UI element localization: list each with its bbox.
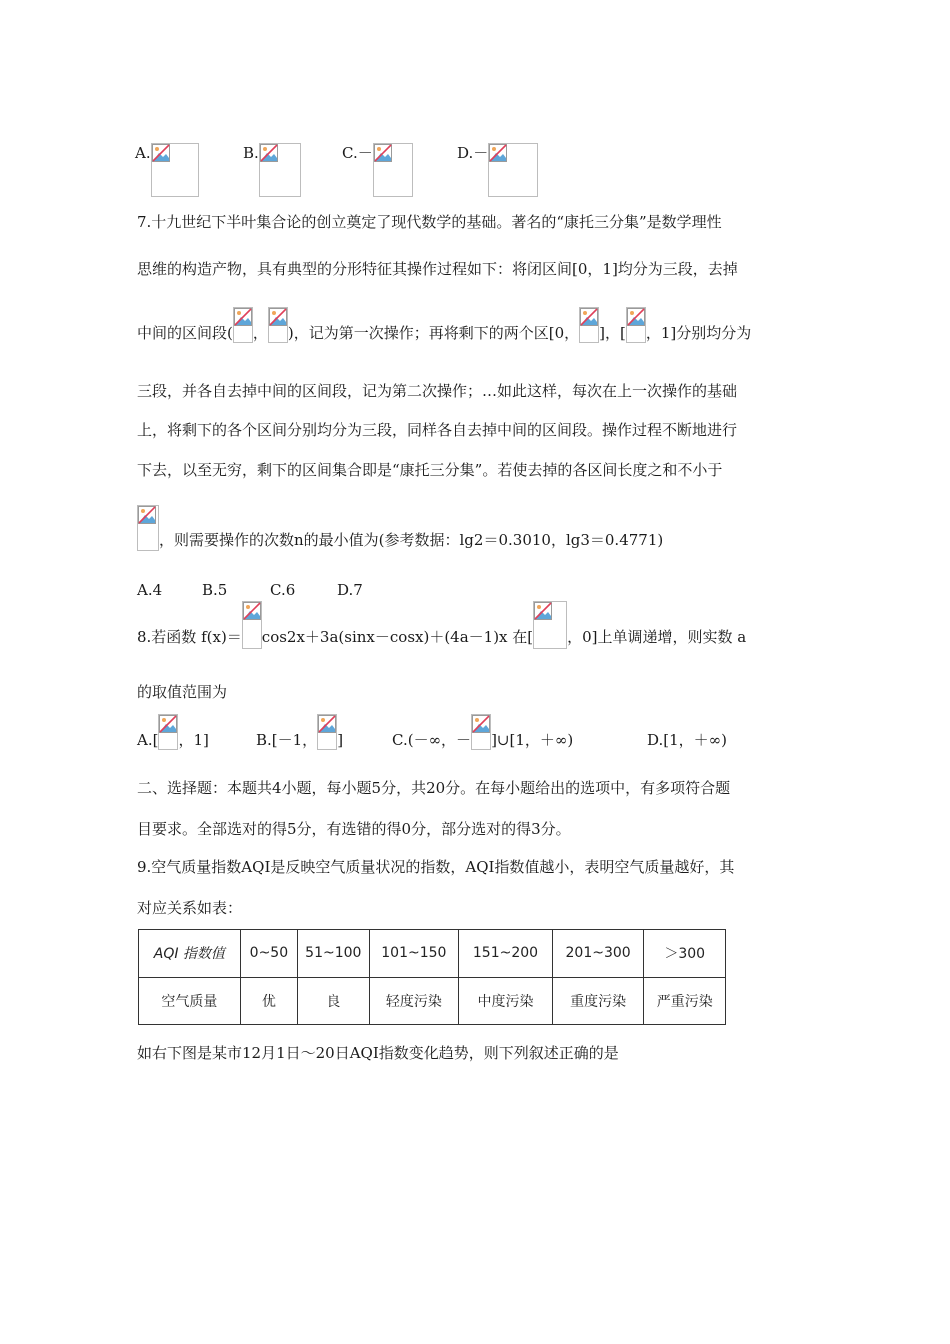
q7-option-b: B.5 bbox=[202, 581, 228, 599]
q7-line-7-text: ，则需要操作的次数n的最小值为(参考数据：lg2＝0.3010，lg3＝0.4771) bbox=[159, 531, 664, 549]
section-2-line-2: 目要求。全部选对的得5分，有选错的得0分，部分选对的得3分。 bbox=[137, 820, 571, 838]
section-2-line-1: 二、选择题：本题共4小题，每小题5分，共20分。在每小题给出的选项中，有多项符合题 bbox=[137, 779, 731, 797]
q7-option-a: A.4 bbox=[137, 581, 163, 599]
table-cell: ＞300 bbox=[644, 930, 726, 978]
q9-line-2: 对应关系如表： bbox=[137, 899, 243, 917]
table-cell: 101~150 bbox=[369, 930, 459, 978]
q8-option-a-post: ，1] bbox=[178, 731, 209, 749]
q6-option-a-label: A. bbox=[135, 144, 151, 162]
q8-option-b-pre: B.[－1， bbox=[256, 731, 318, 749]
q7-line-1: 7.十九世纪下半叶集合论的创立奠定了现代数学的基础。著名的“康托三分集”是数学理性 bbox=[137, 213, 722, 231]
broken-image-icon bbox=[233, 307, 253, 343]
q8-option-d: D.[1，＋∞) bbox=[647, 731, 728, 749]
q8-option-a-pre: A.[ bbox=[137, 731, 159, 749]
broken-image-icon bbox=[158, 714, 178, 750]
q6-option-b-label: B. bbox=[243, 144, 259, 162]
table-cell: 良 bbox=[298, 977, 369, 1025]
q7-line-6: 下去，以至无穷，剩下的区间集合即是“康托三分集”。若使去掉的各区间长度之和不小于 bbox=[137, 461, 723, 479]
table-cell: 中度污染 bbox=[459, 977, 553, 1025]
q7-option-d: D.7 bbox=[337, 581, 363, 599]
broken-image-icon bbox=[488, 143, 538, 197]
q7-line-3-d: ]，[ bbox=[599, 324, 626, 342]
table-cell: 0~50 bbox=[240, 930, 297, 978]
q7-line-7 bbox=[137, 530, 663, 551]
q8-line-1-b: cos2x＋3a(sinx－cosx)＋(4a－1)x 在[ bbox=[261, 628, 534, 646]
q6-option-c-label: C.－ bbox=[342, 144, 373, 162]
table-cell: 201~300 bbox=[552, 930, 644, 978]
q8-line-1-a: 8.若函数 f(x)＝ bbox=[137, 628, 242, 646]
q7-line-3-e: ，1]分别均分为 bbox=[645, 324, 752, 342]
q6-option-a bbox=[135, 143, 199, 197]
broken-image-icon bbox=[259, 143, 301, 197]
q8-option-b-post: ] bbox=[337, 731, 344, 749]
table-row bbox=[139, 930, 726, 978]
q8-option-c bbox=[392, 730, 573, 750]
q6-option-c bbox=[342, 143, 413, 197]
q6-option-b bbox=[243, 143, 301, 197]
q7-option-c: C.6 bbox=[270, 581, 296, 599]
broken-image-icon bbox=[317, 714, 337, 750]
q8-option-a bbox=[137, 730, 209, 750]
broken-image-icon bbox=[579, 307, 599, 343]
broken-image-icon bbox=[626, 307, 646, 343]
q9-after-table: 如右下图是某市12月1日～20日AQI指数变化趋势，则下列叙述正确的是 bbox=[137, 1044, 619, 1062]
table-cell: 重度污染 bbox=[552, 977, 644, 1025]
q8-line-1 bbox=[137, 627, 746, 649]
q7-line-3-b: ， bbox=[252, 324, 268, 342]
q6-option-d-label: D.－ bbox=[457, 144, 489, 162]
broken-image-icon bbox=[151, 143, 199, 197]
broken-image-icon bbox=[242, 601, 262, 649]
table-header-cell: AQI 指数值 bbox=[139, 930, 241, 978]
table-row bbox=[139, 977, 726, 1025]
broken-image-icon bbox=[137, 505, 159, 551]
q8-option-c-pre: C.(－∞，－ bbox=[392, 731, 472, 749]
broken-image-icon bbox=[471, 714, 491, 750]
q7-line-5: 上，将剩下的各个区间分别均分为三段，同样各自去掉中间的区间段。操作过程不断地进行 bbox=[137, 421, 738, 439]
broken-image-icon bbox=[373, 143, 413, 197]
q7-line-3 bbox=[137, 323, 751, 343]
table-cell: 151~200 bbox=[459, 930, 553, 978]
table-cell: 轻度污染 bbox=[369, 977, 459, 1025]
table-cell: 51~100 bbox=[298, 930, 369, 978]
aqi-table bbox=[138, 929, 726, 1025]
broken-image-icon bbox=[268, 307, 288, 343]
q7-line-3-a: 中间的区间段( bbox=[137, 324, 233, 342]
q7-line-2: 思维的构造产物，具有典型的分形特征其操作过程如下：将闭区间[0，1]均分为三段，去掉 bbox=[137, 260, 738, 278]
table-cell: 优 bbox=[240, 977, 297, 1025]
q9-line-1: 9.空气质量指数AQI是反映空气质量状况的指数，AQI指数值越小，表明空气质量越好，其 bbox=[137, 858, 735, 876]
table-header-cell: 空气质量 bbox=[139, 977, 241, 1025]
q8-option-c-post: ]∪[1，＋∞) bbox=[491, 731, 574, 749]
q8-line-1-c: ，0]上单调递增，则实数 a bbox=[567, 628, 747, 646]
q7-line-3-c: )，记为第一次操作；再将剩下的两个区[0， bbox=[287, 324, 580, 342]
q8-option-b bbox=[256, 730, 343, 750]
q7-line-4: 三段，并各自去掉中间的区间段，记为第二次操作；…如此这样，每次在上一次操作的基础 bbox=[137, 382, 738, 400]
table-cell: 严重污染 bbox=[644, 977, 726, 1025]
q8-line-2: 的取值范围为 bbox=[137, 683, 228, 701]
q6-option-d bbox=[457, 143, 538, 197]
broken-image-icon bbox=[533, 601, 567, 649]
